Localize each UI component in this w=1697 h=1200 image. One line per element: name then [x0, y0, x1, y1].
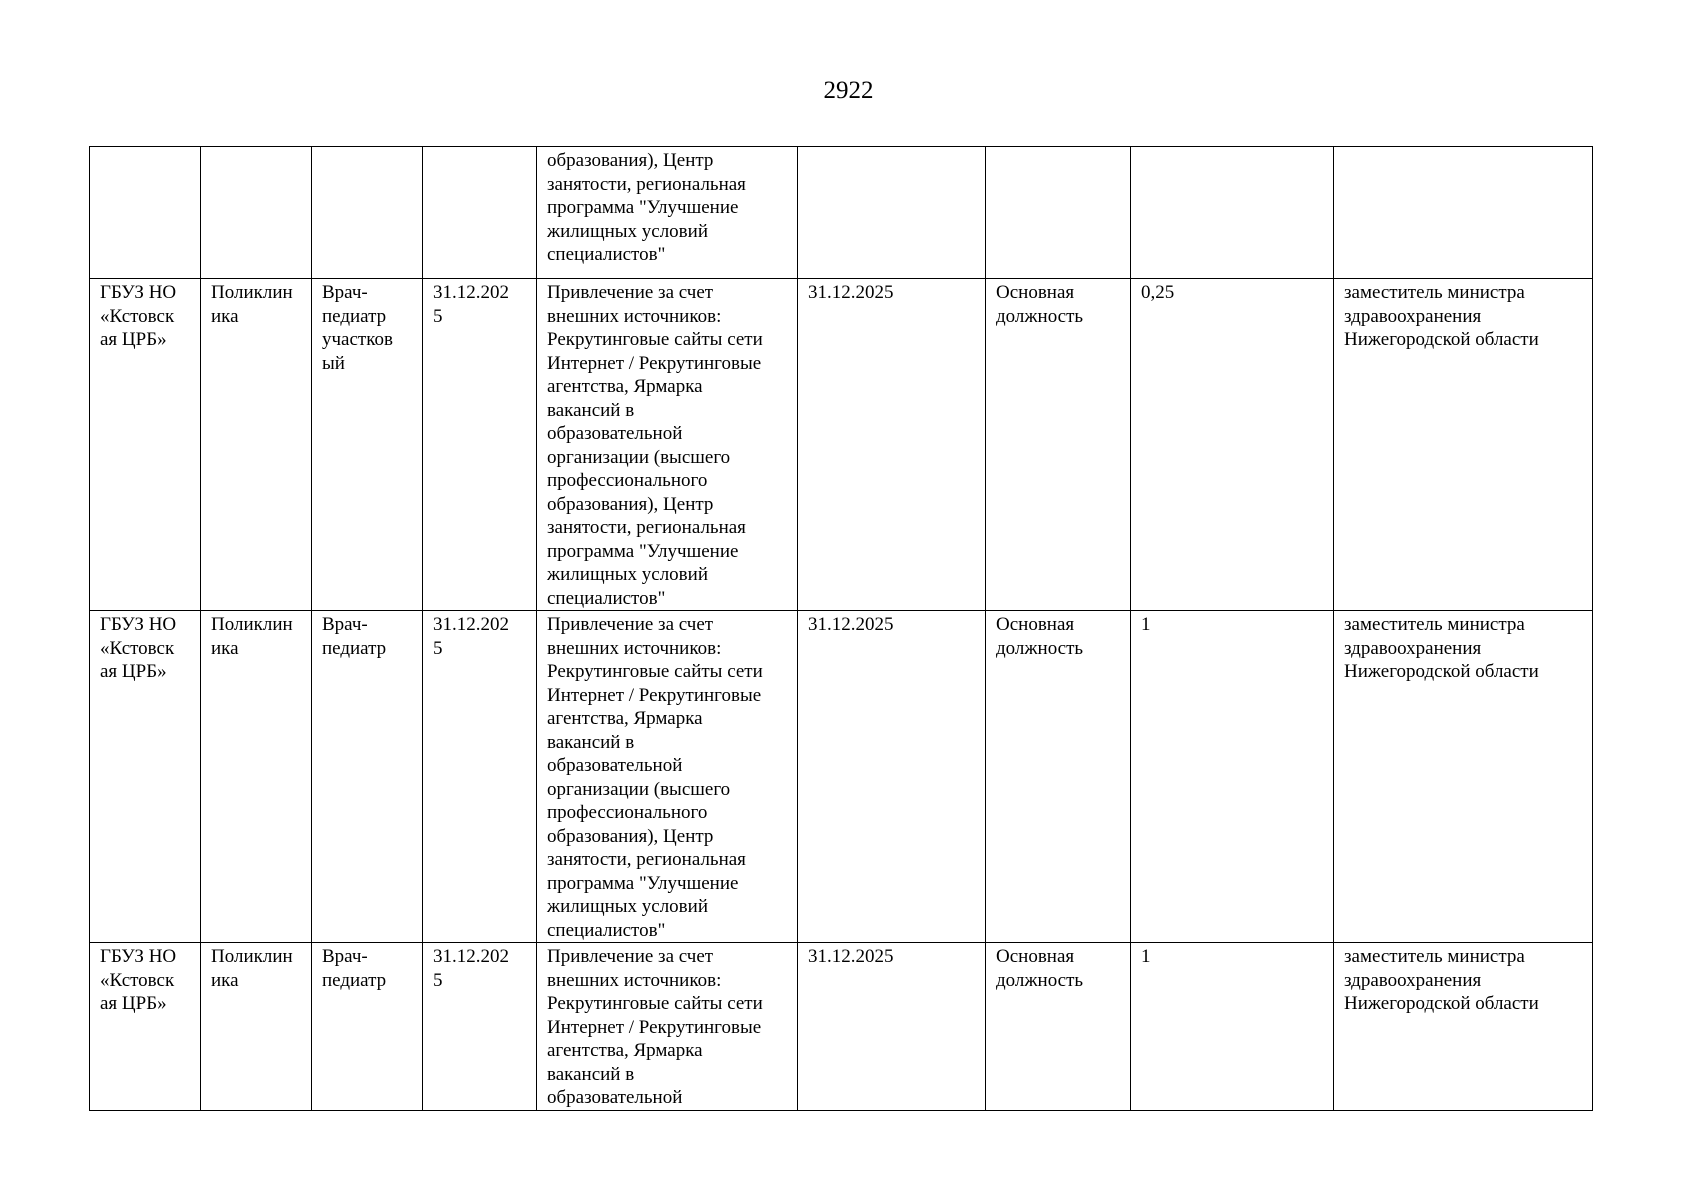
table-row: [90, 279, 1593, 611]
table-row: [90, 943, 1593, 1111]
vacancy-table: [89, 146, 1593, 1111]
cell-date: [423, 147, 537, 279]
cell-position: [312, 147, 423, 279]
cell-position: Врач- педиатр: [312, 943, 423, 1111]
cell-position: Врач- педиатр: [312, 611, 423, 943]
cell-responsible: [1334, 147, 1593, 279]
cell-method: Привлечение за счет внешних источников: Рекрутинговые сайты сети Интернет / Рекрутинговые агентства, Ярмарка вакансий в образовательной: [537, 943, 798, 1111]
cell-rate: [1131, 147, 1334, 279]
table-row: [90, 147, 1593, 279]
cell-responsible: заместитель министра здравоохранения Нижегородской области: [1334, 611, 1593, 943]
cell-deadline: 31.12.2025: [798, 611, 986, 943]
table-row: [90, 611, 1593, 943]
cell-responsible: заместитель министра здравоохранения Нижегородской области: [1334, 943, 1593, 1111]
cell-deadline: [798, 147, 986, 279]
cell-date: 31.12.202 5: [423, 611, 537, 943]
cell-position: Врач- педиатр участков ый: [312, 279, 423, 611]
cell-deadline: 31.12.2025: [798, 943, 986, 1111]
cell-method: образования), Центр занятости, региональная программа "Улучшение жилищных условий специалистов": [537, 147, 798, 279]
cell-employment: [986, 147, 1131, 279]
cell-deadline: 31.12.2025: [798, 279, 986, 611]
cell-rate: 0,25: [1131, 279, 1334, 611]
cell-organization: ГБУЗ НО «Кстовск ая ЦРБ»: [90, 611, 201, 943]
cell-method: Привлечение за счет внешних источников: Рекрутинговые сайты сети Интернет / Рекрутинговые агентства, Ярмарка вакансий в образовательной организации (высшего профессионального образования), Центр занятости, региональная программа "Улучшение жилищных условий специалистов": [537, 279, 798, 611]
cell-unit: Поликлин ика: [201, 279, 312, 611]
cell-method: Привлечение за счет внешних источников: Рекрутинговые сайты сети Интернет / Рекрутинговые агентства, Ярмарка вакансий в образовательной организации (высшего профессионального образования), Центр занятости, региональная программа "Улучшение жилищных условий специалистов": [537, 611, 798, 943]
cell-organization: ГБУЗ НО «Кстовск ая ЦРБ»: [90, 943, 201, 1111]
cell-date: 31.12.202 5: [423, 943, 537, 1111]
cell-organization: [90, 147, 201, 279]
cell-unit: Поликлин ика: [201, 611, 312, 943]
cell-employment: Основная должность: [986, 279, 1131, 611]
cell-organization: ГБУЗ НО «Кстовск ая ЦРБ»: [90, 279, 201, 611]
cell-rate: 1: [1131, 943, 1334, 1111]
page-number: 2922: [823, 77, 874, 104]
cell-unit: Поликлин ика: [201, 943, 312, 1111]
cell-unit: [201, 147, 312, 279]
cell-responsible: заместитель министра здравоохранения Нижегородской области: [1334, 279, 1593, 611]
cell-employment: Основная должность: [986, 611, 1131, 943]
cell-rate: 1: [1131, 611, 1334, 943]
cell-date: 31.12.202 5: [423, 279, 537, 611]
cell-employment: Основная должность: [986, 943, 1131, 1111]
